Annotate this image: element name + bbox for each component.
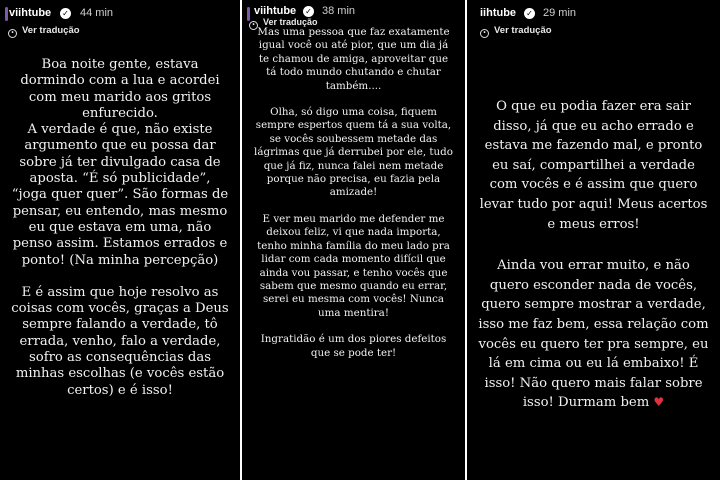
story-header bbox=[472, 4, 720, 38]
story-panel-2 bbox=[242, 0, 465, 480]
story-paragraph-text: Ainda vou errar muito, e não quero esconder nada de vocês, quero sempre mostrar a verdade, isso me faz bem, essa relação com vocês eu quero ter pra sempre, eu lá em cima ou eu lá embaixo! É isso! Não quero mais falar sobre isso! Durmam bem bbox=[478, 258, 709, 411]
story-text bbox=[0, 57, 240, 399]
story-paragraph: Mas uma pessoa que faz exatamente igual você ou até pior, que um dia já te chamou de amiga, aproveitar que tá todo mundo chutando e chutar também.... bbox=[257, 26, 450, 92]
see-translation-label: Ver tradução bbox=[22, 25, 80, 36]
translate-icon: • bbox=[249, 21, 258, 30]
username[interactable]: iihtube bbox=[480, 7, 517, 19]
username[interactable]: viihtube bbox=[9, 7, 52, 19]
verified-badge-icon: ✓ bbox=[303, 6, 314, 17]
translate-icon: • bbox=[480, 29, 489, 38]
avatar[interactable] bbox=[5, 7, 8, 21]
story-text bbox=[467, 97, 720, 413]
post-time: 44 min bbox=[80, 7, 114, 19]
heart-icon: ♥ bbox=[653, 395, 665, 410]
story-paragraph: E é assim que hoje resolvo as coisas com vocês, graças a Deus sempre falando a verdade, tô errada, venho, falo a verdade, sofro as consequências das minhas escolhas (e vocês estão certos) e é isso! bbox=[11, 284, 229, 398]
post-time: 38 min bbox=[322, 5, 356, 17]
story-text bbox=[242, 26, 465, 360]
see-translation-label: Ver tradução bbox=[494, 25, 552, 36]
see-translation-link[interactable] bbox=[8, 25, 80, 38]
story-paragraph: Boa noite gente, estava dormindo com a lua e acordei com meu marido aos gritos enfurecido. bbox=[20, 57, 220, 121]
story-paragraph: E ver meu marido me defender me deixou feliz, vi que nada importa, tenho minha família do meu lado pra lidar com cada momento difícil que ainda vou passar, e tenho vocês que sabem que mesmo quando eu errar, serei eu mesma com vocês! Nunca uma mentira! bbox=[257, 212, 450, 319]
story-paragraph: Olha, só digo uma coisa, fiquem sempre espertos quem tá a sua volta, se vocês soubessem metade das lágrimas que já derrubei por ele, tudo que já fiz, nunca falei nem metade porque não precisa, eu fazia pela amizade! bbox=[254, 106, 453, 199]
translate-icon: • bbox=[8, 29, 17, 38]
story-header bbox=[5, 4, 240, 38]
username[interactable]: viihtube bbox=[254, 5, 297, 17]
story-panel-3 bbox=[467, 0, 720, 480]
verified-badge-icon: ✓ bbox=[524, 8, 535, 19]
story-paragraph: Ingratidão é um dos piores defeitos que se pode ter! bbox=[260, 333, 447, 359]
story-paragraph: O que eu podia fazer era sair disso, já que eu acho errado e estava me fazendo mal, e pronto eu saí, compartilhei a verdade com vocês e é assim que quero levar tudo por aqui! Meus acertos e meus erros! bbox=[479, 99, 708, 232]
post-time: 29 min bbox=[543, 7, 577, 19]
story-paragraph: A verdade é que, não existe argumento que eu possa dar sobre já ter divulgado casa de aposta. “É só publicidade”, “joga quer quer”. São formas de pensar, eu entendo, mas mesmo eu que estava em uma, não penso assim. Estamos errados e ponto! (Na minha percepção) bbox=[11, 122, 229, 268]
verified-badge-icon: ✓ bbox=[60, 8, 71, 19]
story-panel-1 bbox=[0, 0, 240, 480]
see-translation-link[interactable] bbox=[480, 25, 552, 38]
story-paragraph bbox=[477, 256, 710, 413]
see-translation-label: Ver tradução bbox=[263, 17, 318, 27]
story-header bbox=[247, 4, 465, 38]
see-translation-link[interactable] bbox=[249, 17, 318, 30]
